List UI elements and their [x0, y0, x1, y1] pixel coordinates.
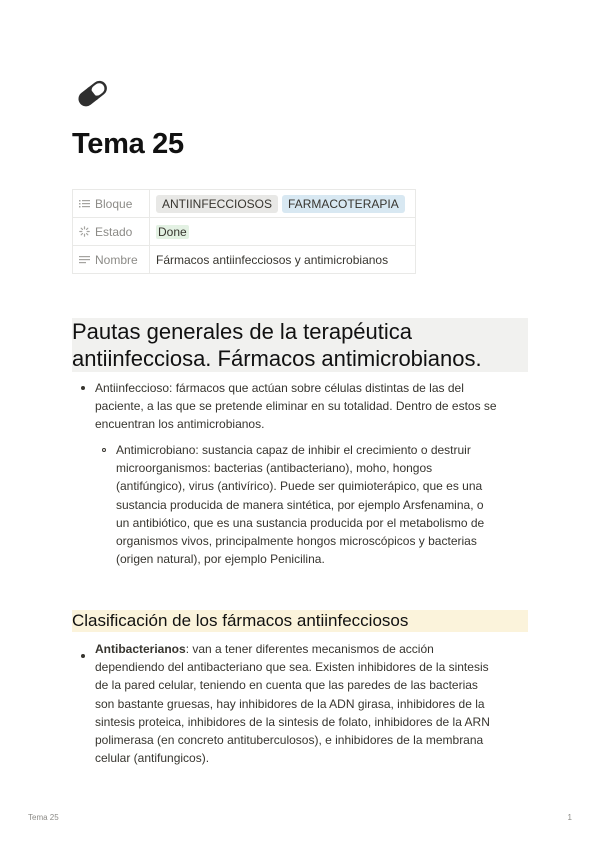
bold-term: Antibacterianos [95, 642, 186, 656]
tag-farmacoterapia[interactable]: FARMACOTERAPIA [282, 195, 405, 213]
heading-clasificacion: Clasificación de los fármacos antiinfecciosos [72, 610, 528, 632]
subbullet-antimicrobiano: Antimicrobiano: sustancia capaz de inhibir el crecimiento o destruir microorganismos: bacterias (antibacteriano), moho, hongos (antifúngico), virus (antivírico). Puede ser quimioterápico, que es una sustancia producida de manera sintética, por ejemplo Arsfenamina, o un antibiótico, que es una sustancia producida por el metabolismo de organismos vivos, principalmente hongos microscópicos y bacterias (origen natural), por ejemplo Penicilina. [116, 443, 485, 567]
text-lines-icon [79, 254, 90, 265]
heading-pautas: Pautas generales de la terapéutica antiinfecciosa. Fármacos antimicrobianos. [72, 318, 528, 372]
page-title: Tema 25 [72, 128, 184, 160]
status-value[interactable]: Done [158, 224, 187, 239]
property-label: Estado [95, 224, 133, 239]
property-label: Nombre [95, 252, 138, 267]
properties-table [72, 189, 416, 274]
pill-icon [74, 76, 114, 112]
bullet-circle [102, 448, 106, 452]
page-number: 1 [567, 813, 572, 822]
property-label: Bloque [95, 196, 133, 211]
nombre-value[interactable]: Fármacos antiinfecciosos y antimicrobianos [150, 246, 416, 274]
property-bloque [73, 190, 416, 218]
status-sparkle-icon [79, 226, 90, 237]
property-nombre [73, 246, 416, 274]
footer-title: Tema 25 [28, 813, 59, 822]
property-estado [73, 218, 416, 246]
list-icon [79, 198, 90, 209]
bullet-disc [81, 386, 85, 390]
bullet-antibacterianos: Antibacterianos: van a tener diferentes mecanismos de acción dependiendo del antibacteriano que sea. Existen inhibidores de la sintesis de la pared celular, teniendo en cuenta que las paredes de las bacterias son bastante gruesas, hay inhibidores de la ADN girasa, inhibidores de la sintesis proteica, inhibidores de la sintesis de folato, inhibidores de la ARN polimerasa (en concreto antituberculosos), e inhibidores de la membrana celular (antifungicos). [95, 642, 490, 766]
bullet-disc [81, 654, 85, 658]
tag-antiinfecciosos[interactable]: ANTIINFECCIOSOS [156, 195, 278, 213]
bullet-antiinfeccioso: Antiinfeccioso: fármacos que actúan sobre células distintas de las del paciente, a las que se pretende eliminar en su totalidad. Dentro de estos se encuentran los antimicrobianos. [95, 381, 497, 432]
